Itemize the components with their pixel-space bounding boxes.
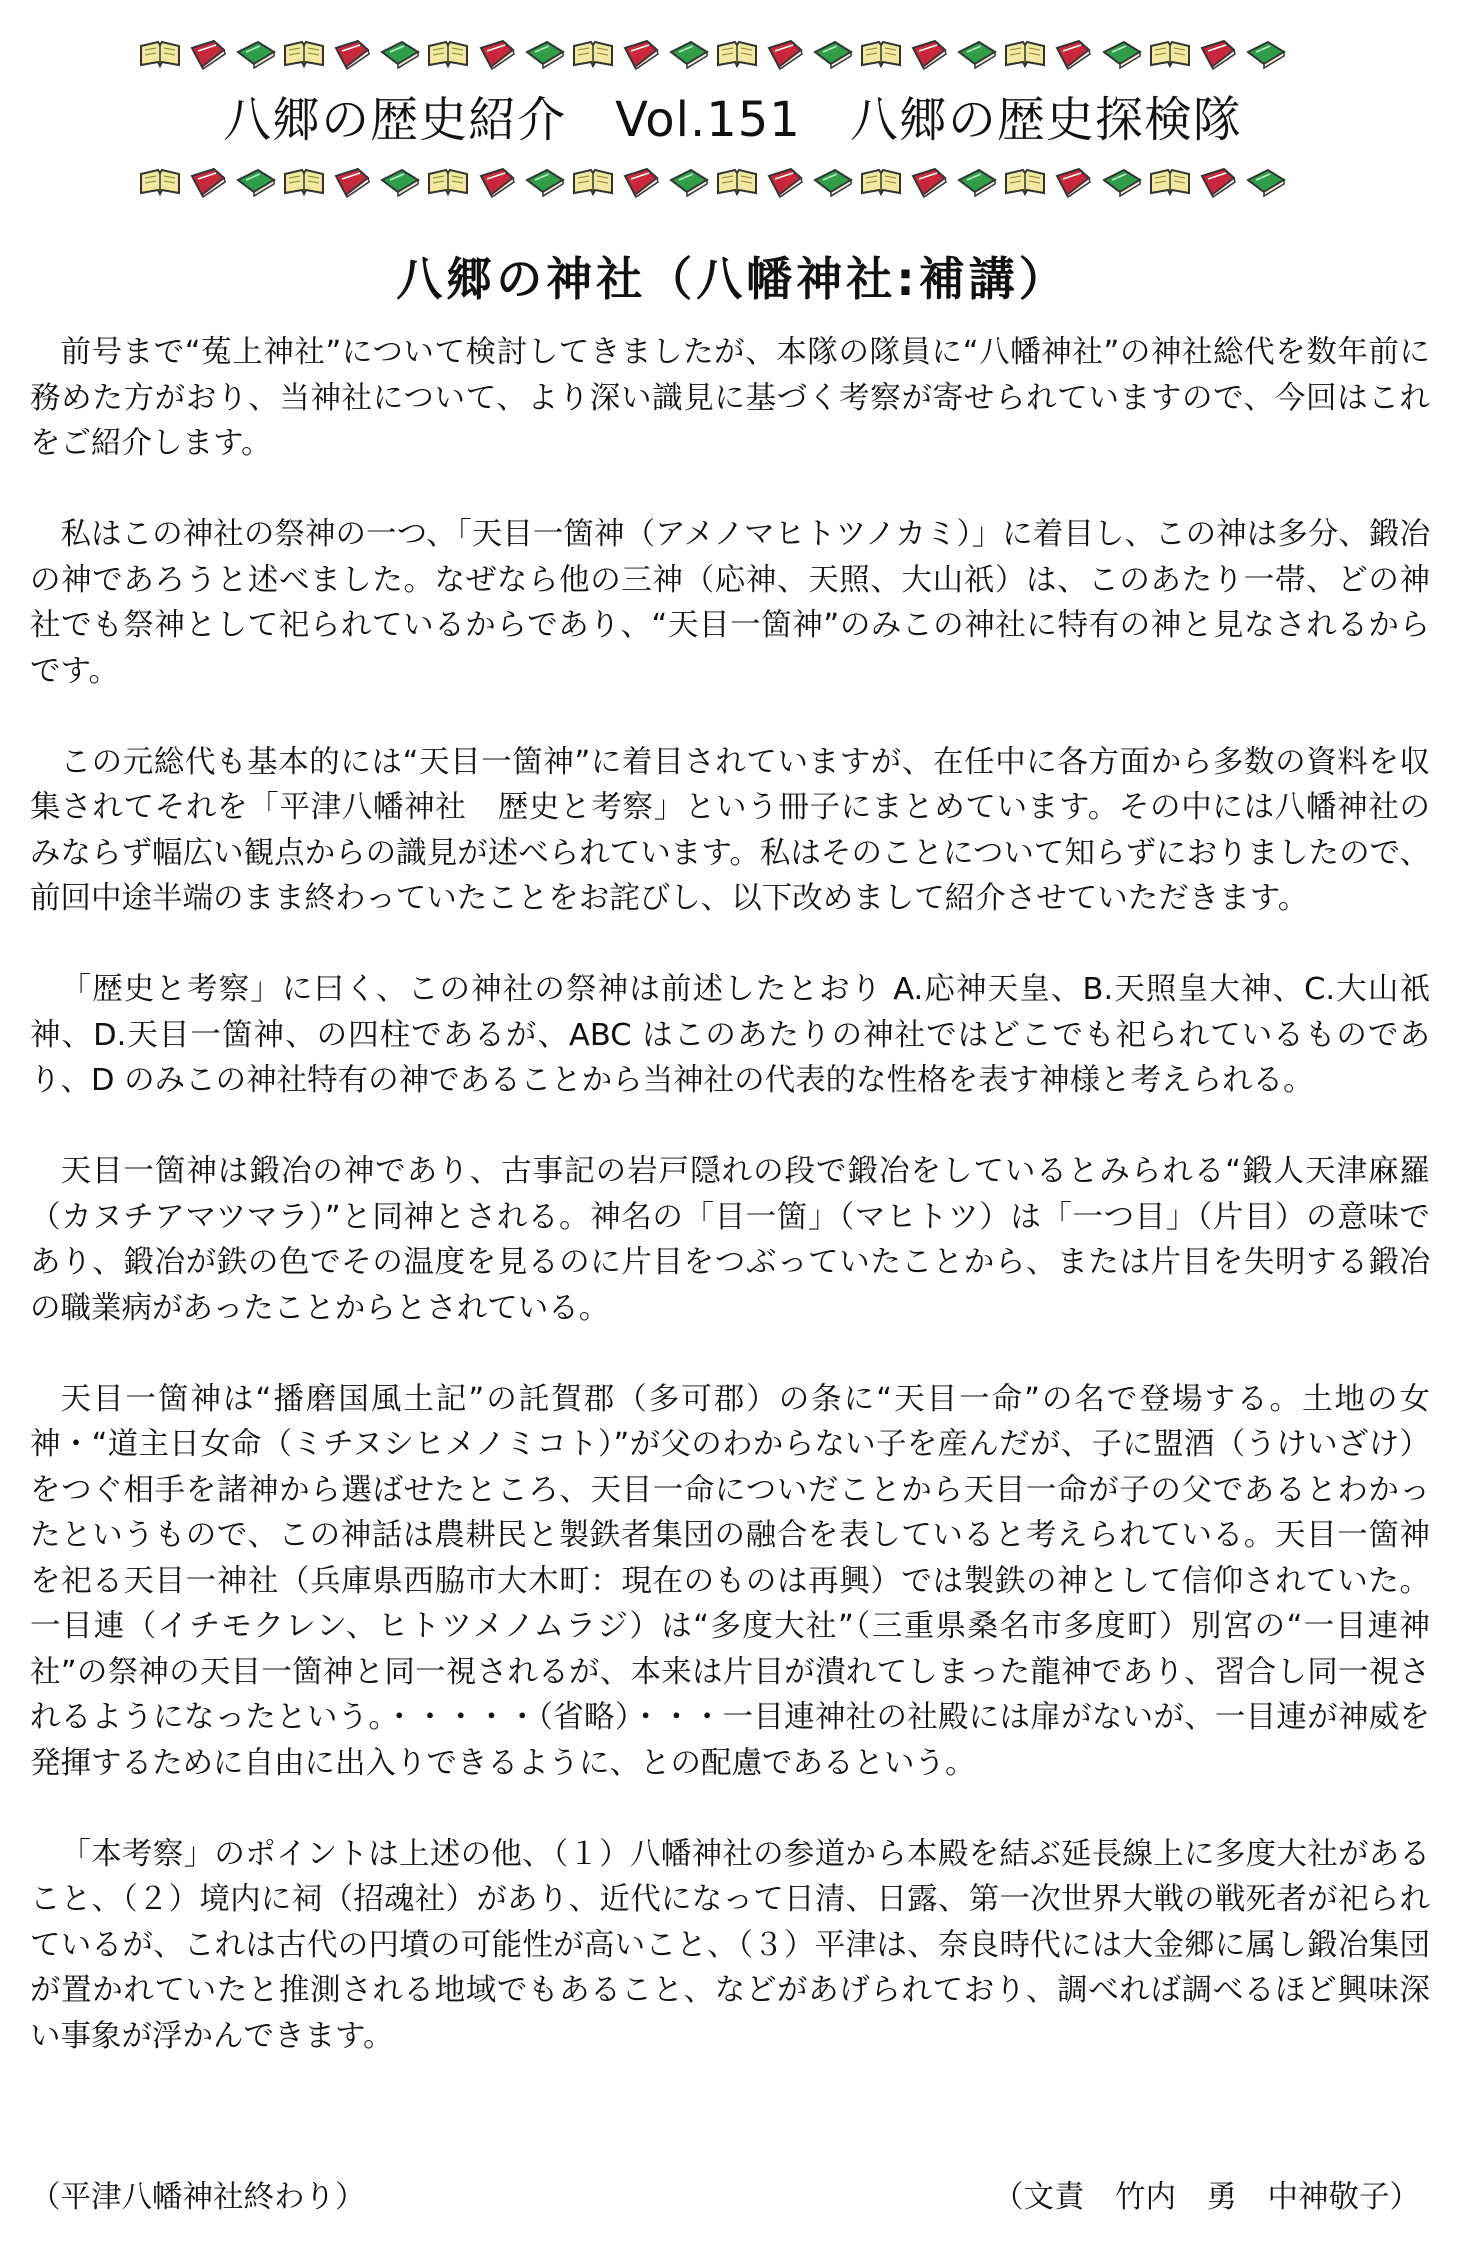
footer-series-end: （平津八幡神社終わり）	[30, 2180, 366, 2215]
book-icon	[763, 38, 807, 70]
book-icon	[138, 38, 182, 70]
book-icon	[859, 166, 903, 198]
book-icon	[1148, 38, 1192, 70]
paragraph: 「歴史と考察」に曰く、この神社の祭神は前述したとおり A.応神天皇、B.天照皇大神、C.大山祇神、D.天目一箇神、の四柱であるが、ABC はこのあたりの神社ではどこでも祀られているものであり、D のみこの神社特有の神であることから当神社の代表的な性格を表す神様と考えられる。	[30, 972, 1430, 1098]
book-icon	[378, 166, 422, 198]
book-icon	[1100, 166, 1144, 198]
book-icon	[426, 166, 470, 198]
paragraph: 天目一箇神は“播磨国風土記”の託賀郡（多可郡）の条に“天目一命”の名で登場する。土地の女神・“道主日女命（ミチヌシヒメノミコト）”が父のわからない子を産んだが、子に盟酒（うけいざけ）をつぐ相手を諸神から選ばせたところ、天目一命についだことから天目一命が子の父であるとわかったというもので、この神話は農耕民と製鉄者集団の融合を表していると考えられている。天目一箇神を祀る天目一神社（兵庫県西脇市大木町：現在のものは再興）では製鉄の神として信仰されていた。一目連（イチモクレン、ヒトツメノムラジ）は“多度大社”（三重県桑名市多度町）別宮の“一目連神社”の祭神の天目一箇神と同一視されるが、本来は片目が潰れてしまった龍神であり、習合し同一視されるようになったという。・・・・・（省略）・・・一目連神社の社殿には扉がないが、一目連が神威を発揮するために自由に出入りできるように、との配慮であるという。	[30, 1381, 1430, 1781]
book-icon	[1051, 38, 1095, 70]
book-icon	[378, 38, 422, 70]
book-border-top	[138, 32, 1288, 76]
book-icon	[1051, 166, 1095, 198]
book-icon	[715, 38, 759, 70]
paragraph: 「本考察」のポイントは上述の他、（１）八幡神社の参道から本殿を結ぶ延長線上に多度大社があること、（２）境内に祠（招魂社）があり、近代になって日清、日露、第一次世界大戦の戦死者が祀られているが、これは古代の円墳の可能性が高いこと、（３）平津は、奈良時代には大金郷に属し鍛冶集団が置かれていたと推測される地域でもあること、などがあげられており、調べれば調べるほど興味深い事象が浮かんできます。	[30, 1836, 1430, 2054]
footer-authors: （文責 竹内 勇 中神敬子）	[993, 2180, 1420, 2215]
book-icon	[571, 166, 615, 198]
book-icon	[282, 38, 326, 70]
book-icon	[330, 38, 374, 70]
book-icon	[1196, 38, 1240, 70]
book-icon	[907, 38, 951, 70]
book-icon	[234, 166, 278, 198]
paragraph: 私はこの神社の祭神の一つ、「天目一箇神（アメノマヒトツノカミ）」に着目し、この神は多分、鍛冶の神であろうと述べました。なぜなら他の三神（応神、天照、大山祇）は、このあたり一帯、どの神社でも祭神として祀られているからであり、“天目一箇神”のみこの神社に特有の神と見なされるからです。	[30, 517, 1430, 689]
book-icon	[667, 38, 711, 70]
article-body	[30, 330, 1430, 2059]
book-icon	[186, 38, 230, 70]
book-icon	[811, 166, 855, 198]
book-icon	[1244, 38, 1288, 70]
book-icon	[1003, 166, 1047, 198]
book-icon	[619, 166, 663, 198]
book-icon	[523, 166, 567, 198]
book-icon	[955, 166, 999, 198]
book-icon	[426, 38, 470, 70]
book-icon	[330, 166, 374, 198]
book-icon	[282, 166, 326, 198]
book-icon	[1196, 166, 1240, 198]
series-header-title: 八郷の歴史紹介 Vol.151 八郷の歴史探検隊	[223, 92, 1242, 148]
paragraph: この元総代も基本的には“天目一箇神”に着目されていますが、在任中に各方面から多数の資料を収集されてそれを「平津八幡神社 歴史と考察」という冊子にまとめています。その中には八幡神社のみならず幅広い観点からの識見が述べられています。私はそのことについて知らずにおりましたので、前回中途半端のまま終わっていたことをお詫びし、以下改めまして紹介させていただきます。	[30, 744, 1430, 916]
book-icon	[571, 38, 615, 70]
footer	[30, 2175, 1420, 2220]
book-icon	[955, 38, 999, 70]
book-icon	[859, 38, 903, 70]
book-icon	[619, 38, 663, 70]
book-icon	[763, 166, 807, 198]
book-icon	[138, 166, 182, 198]
book-icon	[1003, 38, 1047, 70]
book-icon	[1244, 166, 1288, 198]
book-icon	[715, 166, 759, 198]
book-icon	[475, 166, 519, 198]
book-icon	[186, 166, 230, 198]
book-icon	[1100, 38, 1144, 70]
paragraph: 天目一箇神は鍛冶の神であり、古事記の岩戸隠れの段で鍛冶をしているとみられる“鍛人天津麻羅（カヌチアマツマラ）”と同神とされる。神名の「目一箇」（マヒトツ）は「一つ目」（片目）の意味であり、鍛冶が鉄の色でその温度を見るのに片目をつぶっていたことから、または片目を失明する鍛冶の職業病があったことからとされている。	[30, 1154, 1430, 1326]
book-icon	[667, 166, 711, 198]
book-icon	[1148, 166, 1192, 198]
book-icon	[523, 38, 567, 70]
book-icon	[475, 38, 519, 70]
paragraph: 前号まで“菟上神社”について検討してきましたが、本隊の隊員に“八幡神社”の神社総代を数年前に務めた方がおり、当神社について、より深い識見に基づく考察が寄せられていますので、今回はこれをご紹介します。	[30, 335, 1430, 461]
book-icon	[234, 38, 278, 70]
article-title: 八郷の神社（八幡神社:補講）	[396, 252, 1069, 306]
book-border-bottom	[138, 160, 1288, 204]
book-icon	[811, 38, 855, 70]
book-icon	[907, 166, 951, 198]
